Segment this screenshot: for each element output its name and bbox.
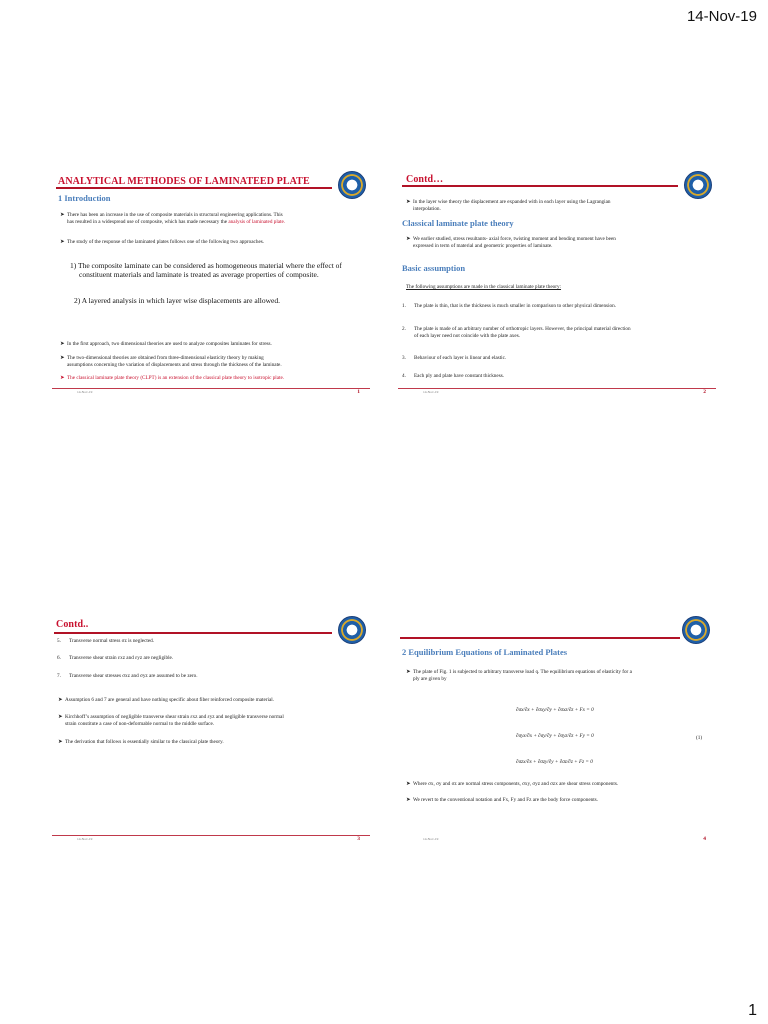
institute-logo-icon [682,616,710,644]
bullet-item: ➤ We revert to the conventional notation and Fx, Fy and Fz are the body force components. [406,797,598,803]
slide-number: 3 [357,836,360,842]
assumption-item: 6. Transverse shear strain εxz and εyz are negligible. [57,655,174,661]
bullet-item: ➤ Where σx, σy and σz are normal stress components, σxy, σyz and σzx are shear stress components. [406,781,619,787]
slide-number: 4 [703,836,706,842]
slide-title: Contd… [406,174,444,185]
slide-title: Contd.. [56,619,89,630]
slide-2 [398,166,716,402]
footer-date: 14-Nov-19 [423,390,439,394]
intro-text: The following assumptions are made in the classical laminate plate theory: [406,284,562,290]
slide-number: 1 [357,389,360,395]
equation-1: ∂σx/∂x + ∂σxy/∂y + ∂σxz/∂z + Fx = 0 [516,707,594,713]
page-date: 14-Nov-19 [686,8,757,25]
assumption-item: 7. Transverse shear stresses σxz and σyz are assumed to be zero. [57,673,198,679]
bullet-item: ➤ The derivation that follows is essentially similar to the classical plate theory. [58,739,224,745]
slide-title: ANALYTICAL METHODES OF LAMINATEED PLATE [58,176,310,187]
footer-rule [52,835,370,836]
institute-logo-icon [338,171,366,199]
slide-3 [52,613,370,849]
equation-3: ∂σzx/∂x + ∂σzy/∂y + ∂σz/∂z + Fz = 0 [516,759,593,765]
section-heading: Basic assumption [402,263,466,273]
title-rule [402,185,678,187]
bullet-item: ➤ The study of the response of the laminated plates follows one of the following two approaches. [60,239,265,245]
footer-date: 14-Nov-19 [77,837,93,841]
bullet-item: ➤ In the first approach, two dimensional theories are used to analyze composites laminates for stress. [60,341,272,347]
footer-date: 14-Nov-19 [423,837,439,841]
equation-2: ∂σyx/∂x + ∂σy/∂y + ∂σyz/∂z + Fy = 0 [516,733,594,739]
bullet-item: ➤ There has been an increase in the use of composite materials in structural engineering applications. This has resulted in a widespread use of composite, which has made necessary the analysis of laminated plate. [60,212,286,225]
bullet-item: ➤ Assumption 6 and 7 are general and have nothing specific about fiber reinforced composite material. [58,697,275,703]
bullet-item: ➤ The classical laminate plate theory (CLPT) is an extension of the classical plate theory to isotropic plate. [60,375,285,381]
assumption-item: 1. The plate is thin, that is the thickness is much smaller in comparison to other physical dimension. [402,303,616,309]
assumption-item: 2. The plate is made of an arbitrary number of orthotropic layers. However, the principal material direction of each layer need not coincide with the plate axes. [402,326,631,339]
footer-rule [398,388,716,389]
equation-number: (1) [696,735,703,741]
bullet-item: ➤ The plate of Fig. 1 is subjected to arbitrary transverse load q. The equilibrium equations of elasticity for a ply are given by [406,669,632,682]
section-heading: 1 Introduction [58,193,111,203]
bullet-item: ➤ We earlier studied, stress resultants- axial force, twisting moment and bending moment have been expressed in term of material and geometric properties of laminate. [406,236,616,249]
slide-4 [398,613,716,849]
title-rule [54,632,332,634]
assumption-item: 5. Transverse normal stress σz is neglected. [57,638,155,644]
slide-number: 2 [703,389,706,395]
footer-date: 14-Nov-19 [77,390,93,394]
bullet-item: ➤ The two-dimensional theories are obtained from three-dimensional elasticity theory by making assumptions concerning the variation of displacements and stress through the thickness of the laminate. [60,355,282,368]
page-number: 1 [748,1002,757,1019]
approach-1: 1) The composite laminate can be considered as homogeneous material where the effect of constituent materials and laminate is treated as average properties of composite. [70,261,342,279]
institute-logo-icon [684,171,712,199]
assumption-item: 4. Each ply and plate have constant thickness. [402,373,505,379]
section-heading: Classical laminate plate theory [402,218,514,228]
title-rule [400,637,680,639]
slide-1 [52,166,370,402]
footer-rule [52,388,370,389]
bullet-item: ➤ In the layer wise theory the displacement are expanded with in each layer using the Lagrangian interpolation. [406,199,611,212]
title-rule [56,187,332,189]
bullet-item: ➤ Kirchhoff’s assumption of negligible transverse shear strain εxz and εyz and negligible transverse normal strain constitute a case of non-deformable normal to the middle surface. [58,714,284,727]
section-heading: 2 Equilibrium Equations of Laminated Plates [402,647,568,657]
approach-2: 2) A layered analysis in which layer wise displacements are allowed. [74,296,280,305]
assumption-item: 3. Behaviour of each layer is linear and elastic. [402,355,507,361]
